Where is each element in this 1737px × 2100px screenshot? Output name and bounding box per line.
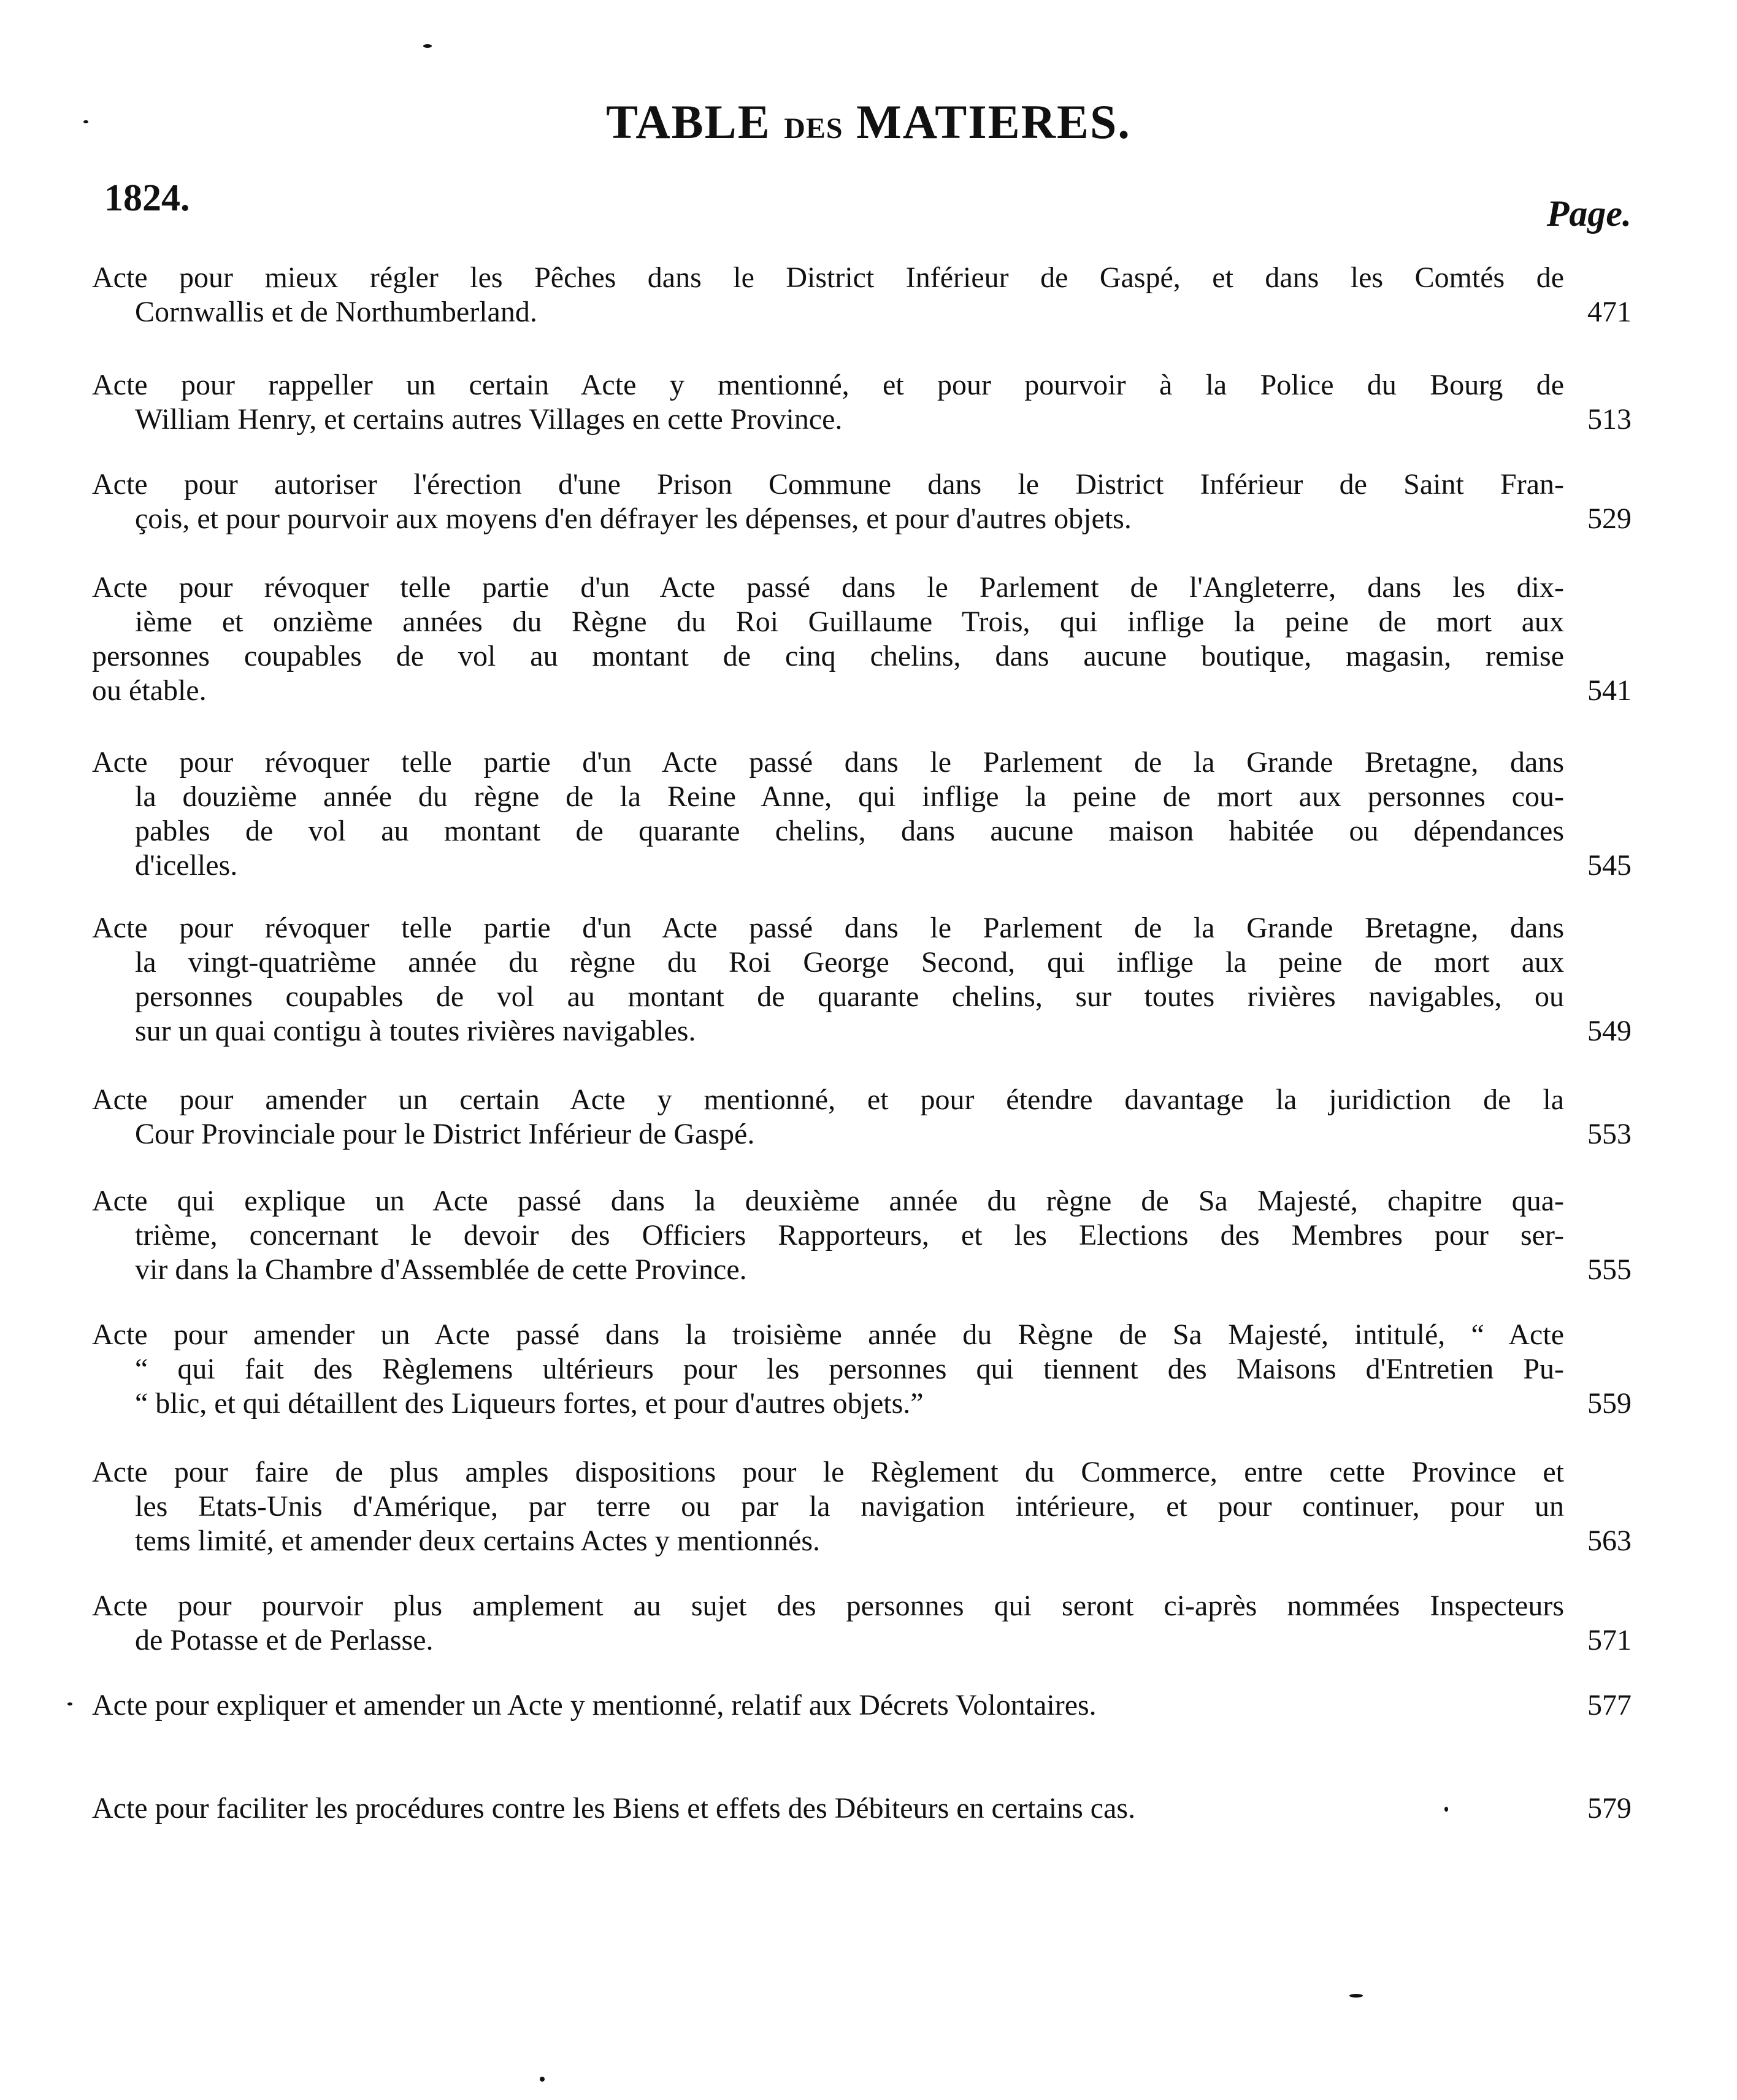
page-number: 471	[1587, 296, 1632, 328]
entry-line: vir dans la Chambre d'Assemblée de cette Province.	[135, 1253, 747, 1286]
toc-entry	[92, 745, 1564, 883]
page-column-heading: Page.	[1546, 193, 1632, 234]
entry-line: Cornwallis et de Northumberland.	[135, 296, 537, 328]
page-title	[0, 95, 1737, 148]
entry-line: Acte pour expliquer et amender un Acte y mentionné, relatif aux Décrets Volontaires.	[92, 1689, 1097, 1721]
entry-line: pables de vol au montant de quarante chelins, dans aucune maison habitée ou dépendances	[135, 815, 1564, 847]
toc-entry	[92, 1589, 1564, 1658]
page-number: 549	[1587, 1015, 1632, 1047]
page-number: 579	[1587, 1792, 1632, 1825]
entry-line: Acte pour pourvoir plus amplement au sujet des personnes qui seront ci-après nommées Inspecteurs	[92, 1590, 1564, 1622]
scan-speck	[1444, 1807, 1448, 1812]
toc-entry	[92, 1318, 1564, 1421]
entry-line: ième et onzième années du Règne du Roi Guillaume Trois, qui inflige la peine de mort aux	[135, 606, 1564, 638]
toc-entry	[92, 1688, 1564, 1723]
page-number: 555	[1587, 1253, 1632, 1286]
page-number: 513	[1587, 403, 1632, 436]
page-number: 563	[1587, 1525, 1632, 1557]
scan-speck	[67, 1702, 72, 1706]
entry-line: Acte pour révoquer telle partie d'un Acte passé dans le Parlement de l'Angleterre, dans les dix-	[92, 571, 1564, 604]
entry-line: Acte qui explique un Acte passé dans la deuxième année du règne de Sa Majesté, chapitre qua-	[92, 1185, 1564, 1217]
entry-line: Acte pour faire de plus amples dispositions pour le Règlement du Commerce, entre cette Province et	[92, 1456, 1564, 1488]
title-word-des: DES	[784, 112, 843, 145]
entry-line: çois, et pour pourvoir aux moyens d'en défrayer les dépenses, et pour d'autres objets.	[135, 502, 1132, 535]
toc-entry	[92, 911, 1564, 1048]
title-word-matieres: MATIERES.	[856, 95, 1131, 148]
entry-line: tems limité, et amender deux certains Actes y mentionnés.	[135, 1525, 821, 1557]
entry-line: les Etats-Unis d'Amérique, par terre ou par la navigation intérieure, et pour continuer, pour un	[135, 1490, 1564, 1523]
scan-speck	[1349, 1994, 1363, 1998]
entry-line: Acte pour autoriser l'érection d'une Prison Commune dans le District Inférieur de Saint Fran-	[92, 468, 1564, 501]
entry-line: Cour Provinciale pour le District Inférieur de Gaspé.	[135, 1118, 755, 1150]
page-number: 559	[1587, 1387, 1632, 1420]
entry-line: Acte pour révoquer telle partie d'un Acte passé dans le Parlement de la Grande Bretagne, dans	[92, 912, 1564, 944]
entry-line: Acte pour amender un certain Acte y mentionné, et pour étendre davantage la juridiction de la	[92, 1083, 1564, 1116]
entry-line: Acte pour révoquer telle partie d'un Acte passé dans le Parlement de la Grande Bretagne, dans	[92, 746, 1564, 779]
entry-line: Acte pour mieux régler les Pêches dans le District Inférieur de Gaspé, et dans les Comtés de	[92, 261, 1564, 294]
page-number: 553	[1587, 1118, 1632, 1150]
page-number: 571	[1587, 1624, 1632, 1656]
entry-line: Acte pour faciliter les procédures contre les Biens et effets des Débiteurs en certains cas.	[92, 1792, 1136, 1825]
toc-entry	[92, 571, 1564, 708]
scan-speck	[83, 120, 88, 123]
toc-entry	[92, 368, 1564, 437]
entry-line: William Henry, et certains autres Villages en cette Province.	[135, 403, 843, 436]
entry-line: “ qui fait des Règlemens ultérieurs pour les personnes qui tiennent des Maisons d'Entretien Pu-	[135, 1353, 1564, 1385]
toc-entry	[92, 1455, 1564, 1558]
toc-entry	[92, 261, 1564, 329]
scan-speck	[423, 44, 432, 48]
page-number: 577	[1587, 1689, 1632, 1721]
entry-line: Acte pour rappeller un certain Acte y mentionné, et pour pourvoir à la Police du Bourg de	[92, 369, 1564, 401]
entry-line: trième, concernant le devoir des Officiers Rapporteurs, et les Elections des Membres pour ser-	[135, 1219, 1564, 1252]
entry-line: personnes coupables de vol au montant de quarante chelins, sur toutes rivières navigables, ou	[135, 980, 1564, 1013]
entry-line: la vingt-quatrième année du règne du Roi George Second, qui inflige la peine de mort aux	[135, 946, 1564, 979]
page-number: 545	[1587, 849, 1632, 882]
entry-line: sur un quai contigu à toutes rivières navigables.	[135, 1015, 696, 1047]
page-number: 529	[1587, 502, 1632, 535]
toc-entry	[92, 467, 1564, 536]
entry-line: personnes coupables de vol au montant de cinq chelins, dans aucune boutique, magasin, remise	[92, 640, 1564, 672]
toc-entry	[92, 1184, 1564, 1287]
toc-entry	[92, 1791, 1564, 1826]
entry-line: d'icelles.	[135, 849, 238, 882]
entry-line: “ blic, et qui détaillent des Liqueurs fortes, et pour d'autres objets.”	[135, 1387, 924, 1420]
entry-line: de Potasse et de Perlasse.	[135, 1624, 434, 1656]
year-heading: 1824.	[104, 177, 190, 219]
scan-speck	[540, 2077, 545, 2082]
entry-line: ou étable.	[92, 674, 207, 707]
entry-line: Acte pour amender un Acte passé dans la troisième année du Règne de Sa Majesté, intitulé, “ Acte	[92, 1318, 1564, 1351]
toc-entry	[92, 1083, 1564, 1152]
title-word-table: TABLE	[606, 95, 771, 148]
entry-line: la douzième année du règne de la Reine Anne, qui inflige la peine de mort aux personnes cou-	[135, 780, 1564, 813]
page-number: 541	[1587, 674, 1632, 707]
